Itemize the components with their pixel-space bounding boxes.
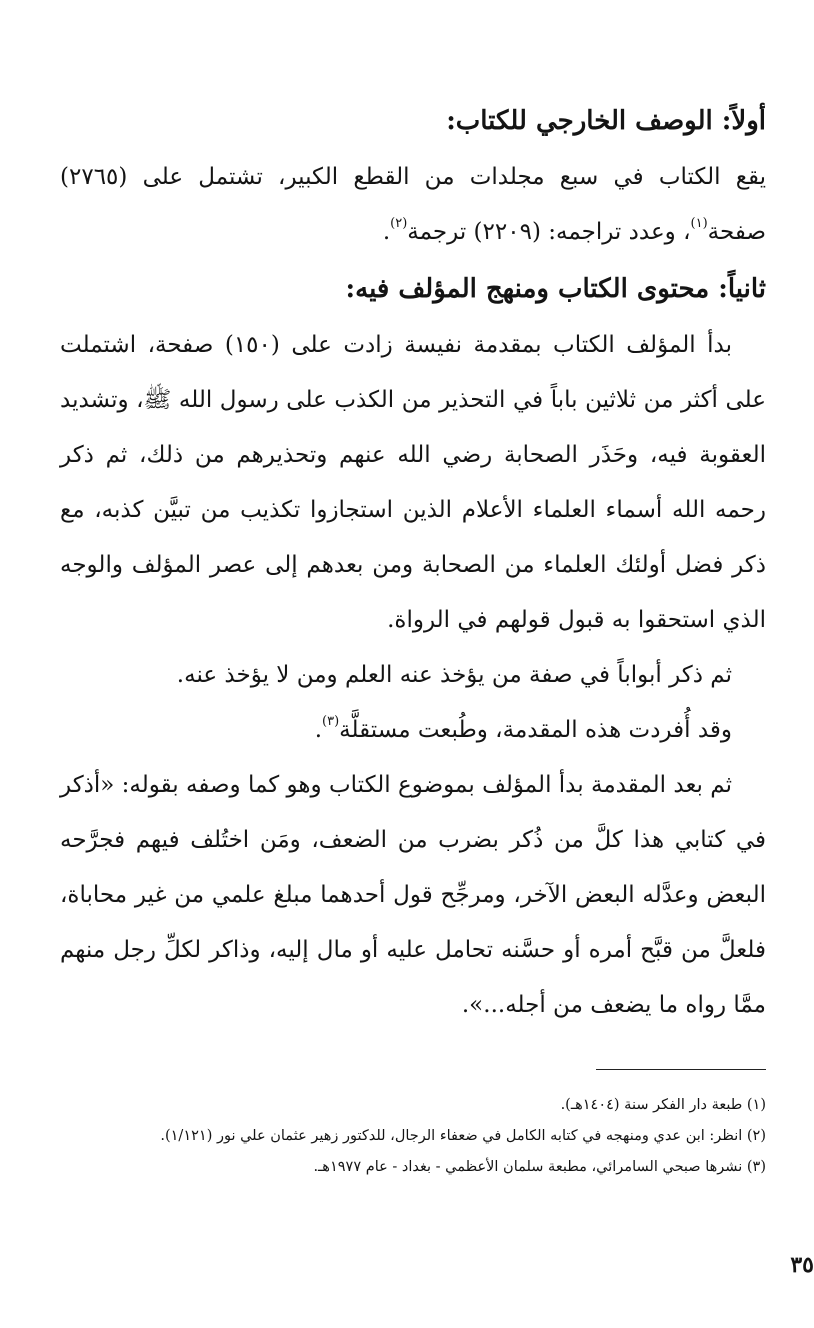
section-heading-external-description: أولاً: الوصف الخارجي للكتاب: [446, 106, 766, 136]
footnote-1: (١) طبعة دار الفكر سنة (١٤٠٤هـ). [560, 1097, 766, 1113]
footnote-2: (٢) انظر: ابن عدي ومنهجه في كتابه الكامل في ضعفاء الرجال، للدكتور زهير عثمان علي نور (١/١٢١). [160, 1128, 766, 1144]
footnote-ref-1[interactable]: (١) [690, 216, 708, 231]
paragraph-introduction: بدأ المؤلف الكتاب بمقدمة نفيسة زادت على (١٥٠) صفحة، اشتملت على أكثر من ثلاثين باباً في التحذير من الكذب على رسول الله ﷺ، وتشديد العقوبة فيه، وحَذَر الصحابة رضي الله عنهم وتحذيرهم من ذلك، ثم ذكر رحمه الله أسماء العلماء الأعلام الذين استجازوا تكذيب من تبيَّن كذبه، مع ذكر فضل أولئك العلماء من الصحابة ومن بعدهم إلى عصر المؤلف والوجه الذي استحقوا به قبول قولهم في الرواة. [60, 332, 766, 633]
paragraph-end: . [382, 219, 391, 245]
footnote-3: (٣) نشرها صبحي السامرائي، مطبعة سلمان الأعظمي - بغداد - عام ١٩٧٧هـ. [313, 1159, 766, 1175]
paragraph-end: . [314, 717, 323, 743]
page-number: ٣٥ [790, 1252, 814, 1278]
paragraph-author-quote: ثم بعد المقدمة بدأ المؤلف بموضوع الكتاب وهو كما وصفه بقوله: «أذكر في كتابي هذا كلَّ من ذُكر بضرب من الضعف، ومَن اختُلف فيهم فجرَّحه البعض وعدَّله البعض الآخر، ومرجِّح قول أحدهما مبلغ علمي من غير محاباة، فلعلَّ من قبَّح أمره أو حسَّنه تحامل عليه أو مال إليه، وذاكر لكلِّ رجل منهم ممَّا رواه ما يضعف من أجله...». [60, 772, 766, 1018]
paragraph-separate-printing [60, 703, 766, 758]
footnote-ref-2[interactable]: (٢) [390, 216, 408, 231]
paragraph-text: ، وعدد تراجمه: (٢٢٠٩) ترجمة [407, 219, 691, 245]
footnote-ref-3[interactable]: (٣) [322, 714, 340, 729]
paragraph-text: وقد أُفردت هذه المقدمة، وطُبعت مستقلَّة [339, 717, 732, 743]
paragraph-text: يقع الكتاب في سبع مجلدات من القطع الكبير، تشتمل على (٢٧٦٥) صفحة [60, 164, 766, 245]
section-heading-content-and-method: ثانياً: محتوى الكتاب ومنهج المؤلف فيه: [345, 274, 766, 304]
footnote-separator [596, 1069, 766, 1070]
paragraph-external-description [60, 150, 766, 260]
paragraph-chapters: ثم ذكر أبواباً في صفة من يؤخذ عنه العلم ومن لا يؤخذ عنه. [176, 662, 732, 688]
footnotes [60, 1090, 766, 1183]
